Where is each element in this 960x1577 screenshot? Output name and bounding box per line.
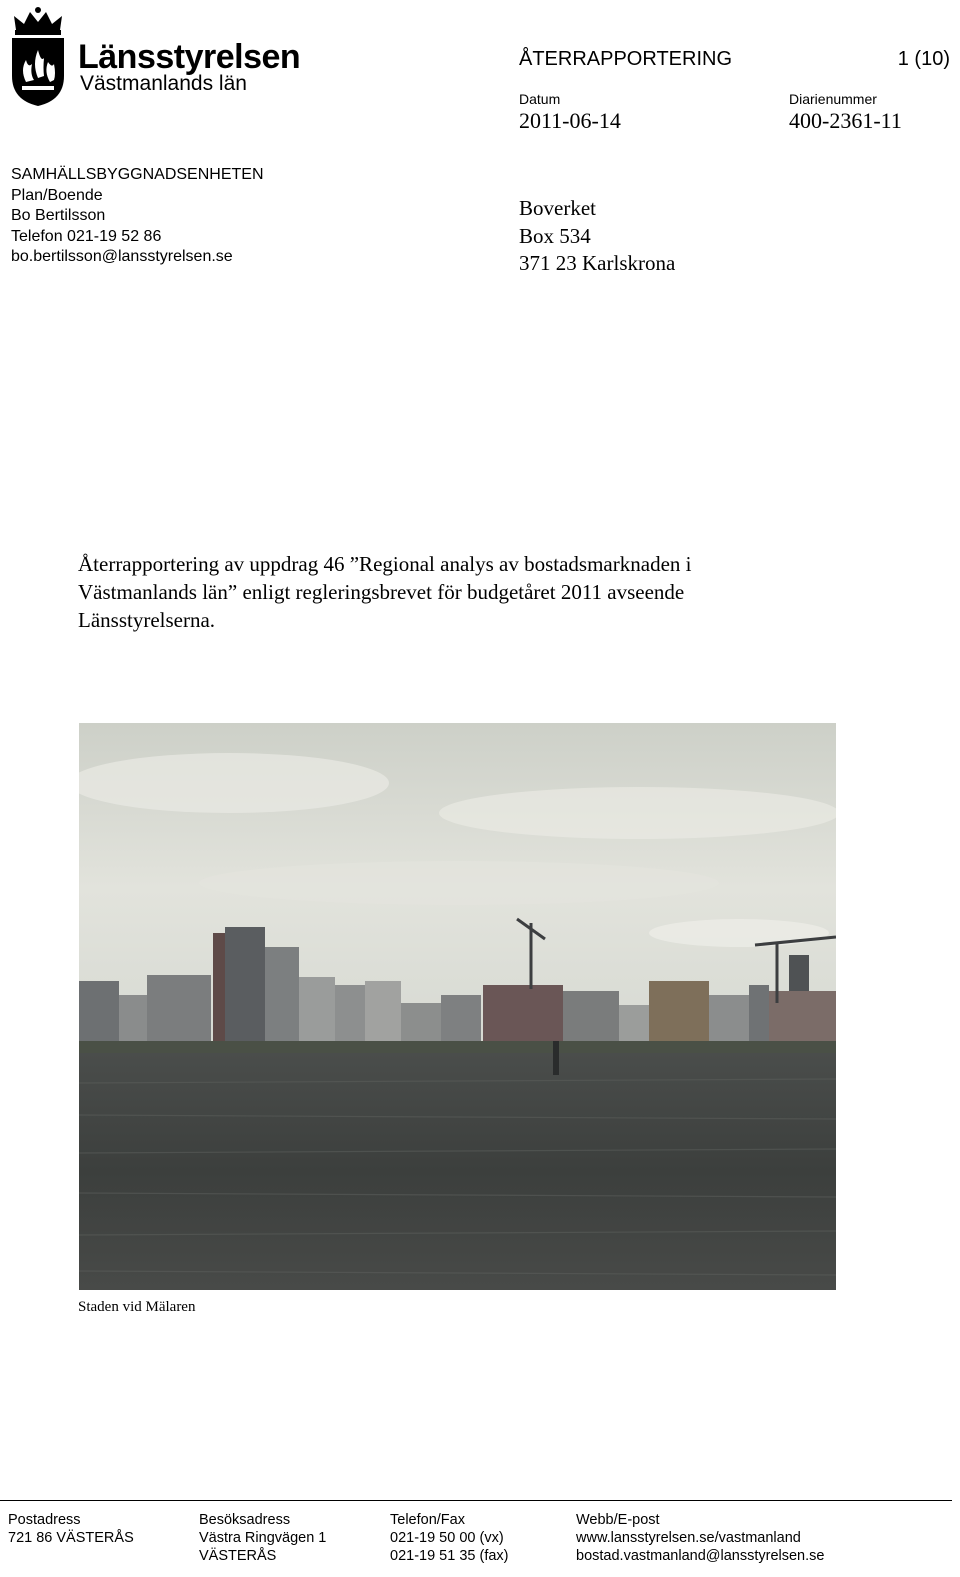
footer-label: Besöksadress	[199, 1512, 291, 1528]
footer-website-link[interactable]: www.lansstyrelsen.se/vastmanland	[576, 1530, 801, 1546]
recipient-address	[519, 195, 675, 278]
footer-label: Webb/E-post	[576, 1512, 660, 1528]
footer-postal-address	[8, 1511, 134, 1547]
recipient-city: 371 23 Karlskrona	[519, 251, 676, 275]
footer-value: 021-19 50 00 (vx)	[390, 1530, 504, 1546]
subject-heading	[78, 550, 838, 634]
sender-block	[11, 165, 264, 268]
city-waterfront-photo	[79, 723, 836, 1290]
sender-email-link[interactable]: bo.bertilsson@lansstyrelsen.se	[11, 248, 233, 265]
footer-label: Postadress	[8, 1512, 81, 1528]
photo-caption: Staden vid Mälaren	[78, 1299, 196, 1315]
page-number: 1 (10)	[897, 48, 950, 70]
footer-web-email	[576, 1511, 824, 1565]
diary-number-value: 400-2361-11	[789, 108, 902, 133]
date-value: 2011-06-14	[519, 108, 621, 133]
recipient-name: Boverket	[519, 196, 596, 220]
footer-value: VÄSTERÅS	[199, 1548, 277, 1564]
footer-email-link[interactable]: bostad.vastmanland@lansstyrelsen.se	[576, 1548, 825, 1564]
subject-line: Västmanlands län” enligt regleringsbrevet för budgetåret 2011 avseende	[78, 580, 685, 604]
sender-unit: SAMHÄLLSBYGGNADSENHETEN	[11, 166, 264, 183]
subject-line: Återrapportering av uppdrag 46 ”Regional analys av bostadsmarknaden i	[78, 552, 692, 576]
sender-department: Plan/Boende	[11, 186, 103, 204]
recipient-box: Box 534	[519, 223, 591, 248]
diary-number-label: Diarienummer	[789, 91, 877, 107]
logo-region: Västmanlands län	[80, 72, 247, 95]
logo-name: Länsstyrelsen	[78, 38, 301, 76]
sender-name: Bo Bertilsson	[11, 207, 106, 224]
coat-of-arms-logo-icon	[8, 4, 68, 108]
footer-phone-fax	[390, 1511, 509, 1565]
footer-value: 721 86 VÄSTERÅS	[8, 1530, 134, 1546]
footer-value: 021-19 51 35 (fax)	[390, 1548, 509, 1564]
footer-label: Telefon/Fax	[390, 1512, 465, 1528]
sender-phone: Telefon 021-19 52 86	[11, 227, 162, 245]
document-type: ÅTERRAPPORTERING	[519, 48, 732, 70]
subject-line: Länsstyrelserna.	[78, 608, 216, 632]
footer-value: Västra Ringvägen 1	[199, 1530, 327, 1546]
footer-visiting-address	[199, 1511, 326, 1565]
footer-divider	[0, 1500, 952, 1501]
date-label: Datum	[519, 91, 561, 107]
